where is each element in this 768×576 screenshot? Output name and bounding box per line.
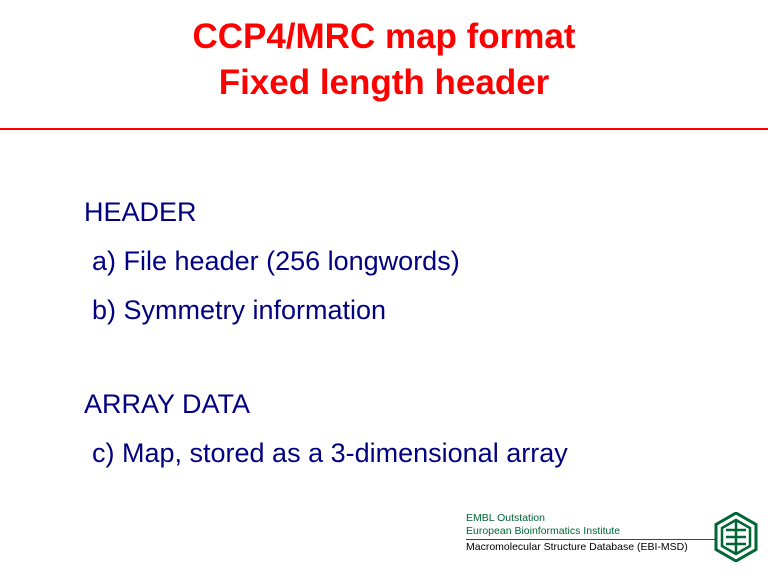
title-line-1: CCP4/MRC map format [192,17,576,56]
title-divider [0,128,768,130]
title-line-2: Fixed length header [218,63,550,102]
slide-footer [466,512,768,564]
body-line-array-data: ARRAY DATA [84,389,251,419]
slide-body [84,188,744,478]
footer-text [466,512,716,554]
body-spacer [84,335,744,380]
footer-line-embl: EMBL Outstation [466,512,545,524]
footer-line-ebi: European Bioinformatics Institute [466,525,621,537]
slide-title [0,14,768,106]
body-line-file-header: a) File header (256 longwords) [92,246,460,276]
ebi-msd-hexagon-logo [714,512,758,562]
body-line-header: HEADER [84,197,197,227]
body-line-map: c) Map, stored as a 3-dimensional array [92,438,568,468]
footer-line-msd: Macromolecular Structure Database (EBI-MSD) [466,539,716,554]
body-line-symmetry: b) Symmetry information [92,295,387,325]
